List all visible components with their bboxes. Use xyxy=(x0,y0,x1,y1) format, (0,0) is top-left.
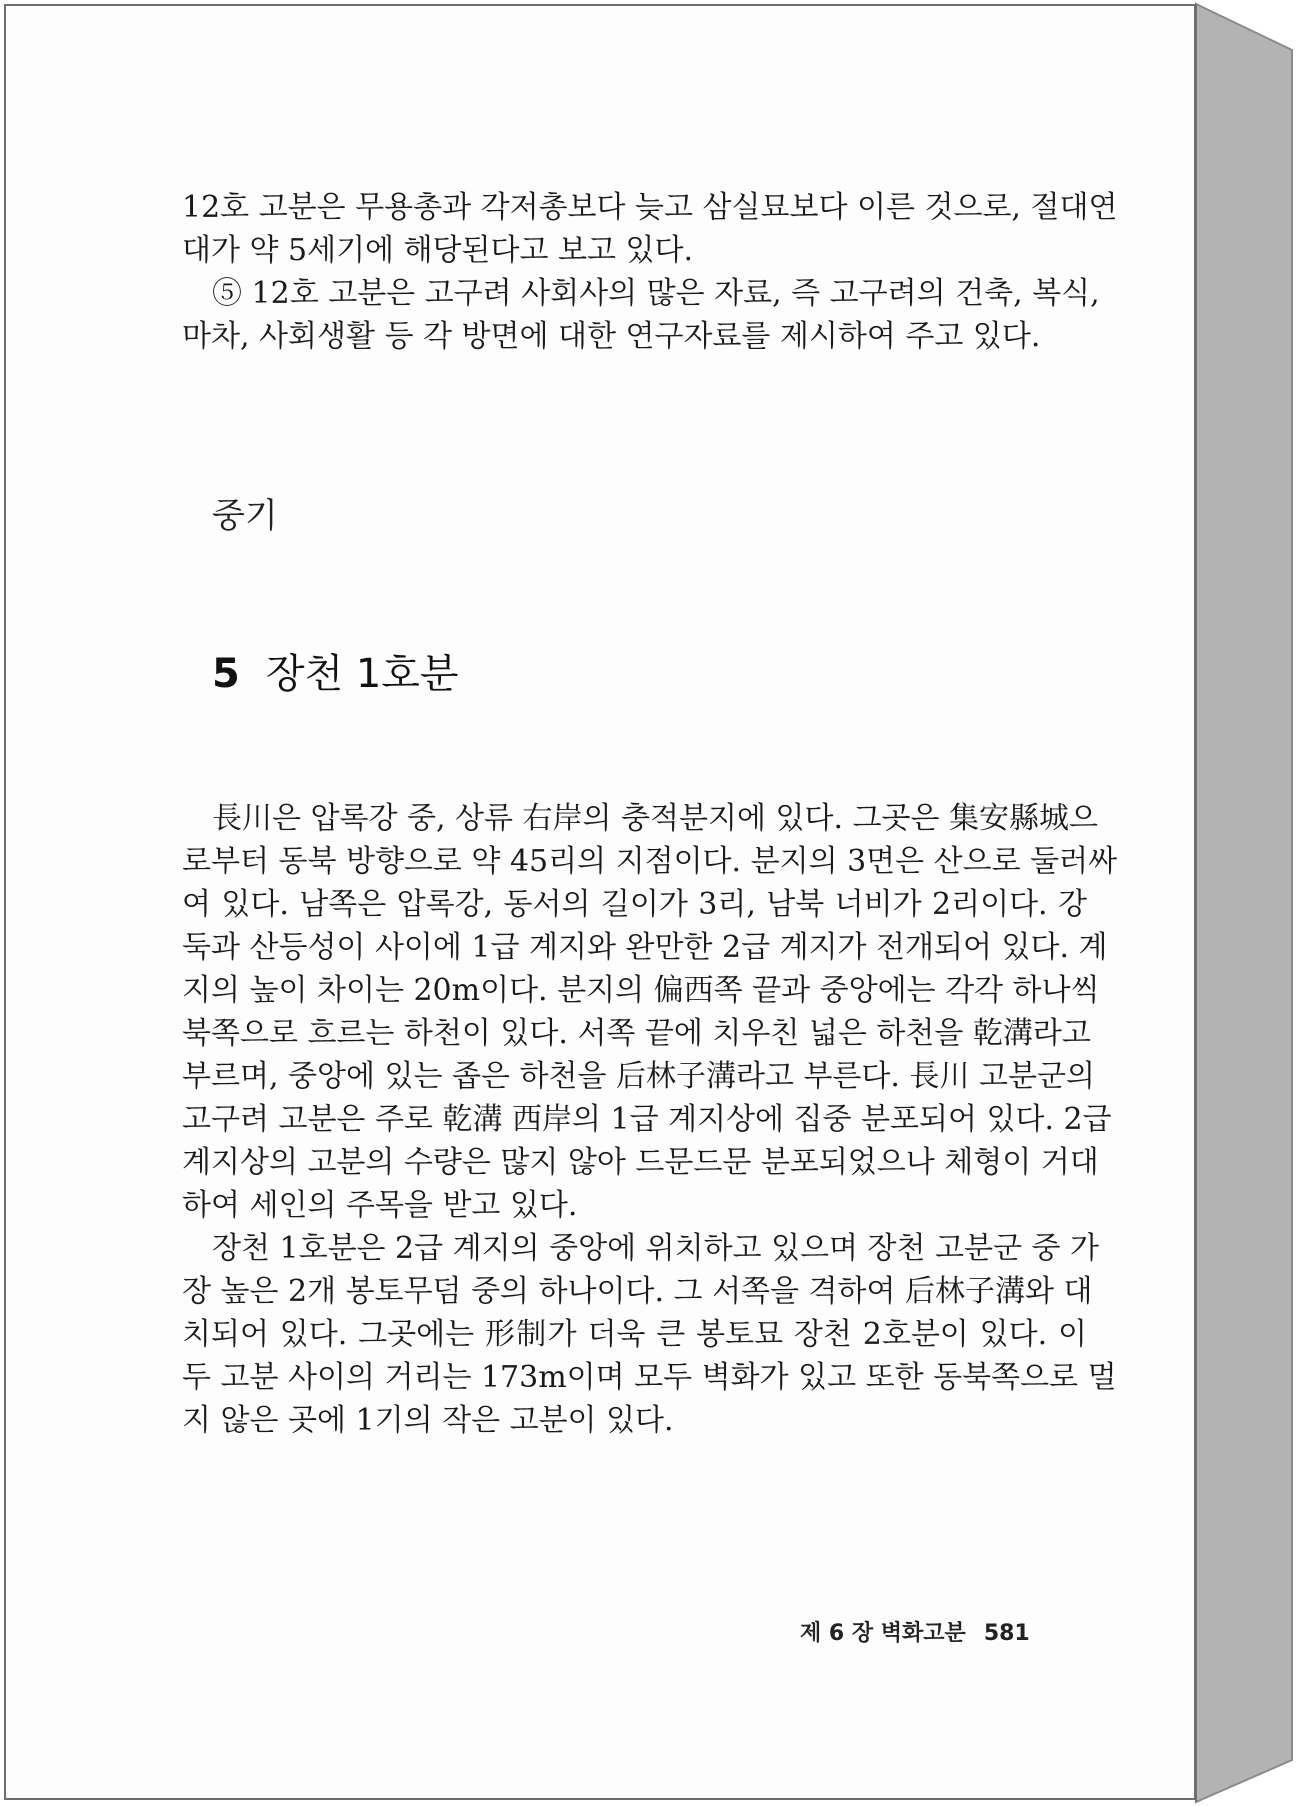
text-line: 장 높은 2개 봉토무덤 중의 하나이다. 그 서쪽을 격하여 后林子溝와 대 xyxy=(182,1274,1093,1309)
section-number: 5 xyxy=(212,651,240,697)
text-line: 여 있다. 남쪽은 압록강, 동서의 길이가 3리, 남북 너비가 2리이다. 강 xyxy=(182,887,1087,922)
text-line: 대가 약 5세기에 해당된다고 보고 있다. xyxy=(182,233,694,268)
text-line: ⑤ 12호 고분은 고구려 사회사의 많은 자료, 즉 고구려의 건축, 복식, xyxy=(212,276,1100,311)
text-line: 부르며, 중앙에 있는 좁은 하천을 后林子溝라고 부른다. 長川 고분군의 xyxy=(182,1059,1095,1094)
text-line: 계지상의 고분의 수량은 많지 않아 드문드문 분포되었으나 체형이 거대 xyxy=(182,1145,1099,1180)
text-line: 로부터 동북 방향으로 약 45리의 지점이다. 분지의 3면은 산으로 둘러싸 xyxy=(182,844,1118,879)
subsection-label: 중기 xyxy=(212,496,278,536)
main-text-block xyxy=(182,797,1118,1442)
top-text-block xyxy=(182,186,1118,358)
text-line: 12호 고분은 무용총과 각저총보다 늦고 삼실묘보다 이른 것으로, 절대연 xyxy=(182,190,1118,225)
text-line: 長川은 압록강 중, 상류 右岸의 충적분지에 있다. 그곳은 集安縣城으 xyxy=(212,801,1098,836)
text-line: 장천 1호분은 2급 계지의 중앙에 위치하고 있으며 장천 고분군 중 가 xyxy=(212,1231,1100,1266)
section-title-text: 장천 1호분 xyxy=(265,651,459,697)
text-line: 지 않은 곳에 1기의 작은 고분이 있다. xyxy=(182,1403,674,1438)
page-footer xyxy=(800,1616,1030,1647)
text-line: 북쪽으로 흐르는 하천이 있다. 서쪽 끝에 치우친 넓은 하천을 乾溝라고 xyxy=(182,1016,1091,1051)
text-line: 두 고분 사이의 거리는 173m이며 모두 벽화가 있고 또한 동북쪽으로 멀 xyxy=(182,1360,1117,1395)
text-line: 하여 세인의 주목을 받고 있다. xyxy=(182,1188,578,1223)
text-line: 치되어 있다. 그곳에는 形制가 더욱 큰 봉토묘 장천 2호분이 있다. 이 xyxy=(182,1317,1087,1352)
page-number: 581 xyxy=(983,1621,1030,1646)
footer-chapter: 제 6 장 벽화고분 xyxy=(800,1621,966,1646)
section-heading xyxy=(212,642,459,699)
text-line: 지의 높이 차이는 20m이다. 분지의 偏西쪽 끝과 중앙에는 각각 하나씩 xyxy=(182,973,1100,1008)
text-line: 마차, 사회생활 등 각 방면에 대한 연구자료를 제시하여 주고 있다. xyxy=(182,319,1041,354)
text-line: 둑과 산등성이 사이에 1급 계지와 완만한 2급 계지가 전개되어 있다. 계 xyxy=(182,930,1108,965)
text-line: 고구려 고분은 주로 乾溝 西岸의 1급 계지상에 집중 분포되어 있다. 2급 xyxy=(182,1102,1112,1137)
